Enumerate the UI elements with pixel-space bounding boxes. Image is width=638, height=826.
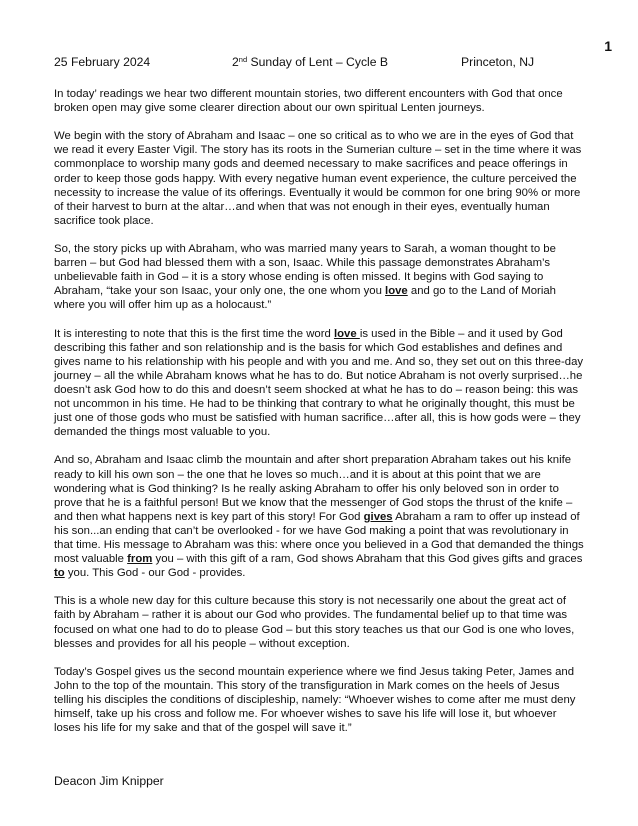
- homily-body: [54, 87, 586, 749]
- paragraph-4: [54, 327, 586, 440]
- paragraph-4-text-b: is used in the Bible – and it used by God describing this father and son relationship and is the basis for which God establishes and defines and gives name to his relationship with his people and with you and me. And so, they set out on this three-day journey – all the while Abraham knows what he has to do. But notice Abraham is not overly surprised…he doesn’t ask God how to do this and doesn’t seem shocked at what he has to do – reason being: this was not uncommon in his time. He had to be thinking that contrary to what he originally thought, this must be just one of those gods who must be satisfied with human sacrifice…after all, this is how gods were – they demanded the things most valuable to you.: [54, 327, 584, 439]
- emphasis-from: from: [127, 553, 153, 566]
- header-location: Princeton, NJ: [461, 55, 535, 69]
- header-title-rest: Sunday of Lent – Cycle B: [247, 55, 389, 69]
- paragraph-2: We begin with the story of Abraham and Isaac – one so critical as to who we are in the eyes of God that we read it every Easter Vigil. The story has its roots in the Sumerian culture – set in the time where it was commonplace to worship many gods and deemed necessary to make sacrifices and peace offerings in order to keep those gods happy. With every negative human event experience, the culture perceived the necessity to increase the value of its offerings. Eventually it would be common for one bring 90% or more of their harvest to burn at the altar…and when that was not enough in their eyes, eventually human sacrifice took place.: [54, 130, 582, 227]
- paragraph-1: In today’ readings we hear two different mountain stories, two different encounters with God that once broken open may give some clearer direction about our own spiritual Lenten journeys.: [54, 88, 563, 115]
- paragraph-5-text-d: you. This God - our God - provides.: [64, 567, 246, 580]
- paragraph-5-text-c: you – with this gift of a ram, God shows Abraham that this God gives gifts and graces: [152, 553, 583, 566]
- emphasis-love: love: [385, 285, 408, 298]
- paragraph-6: This is a whole new day for this culture because this story is not necessarily one about the great act of faith by Abraham – rather it is about our God who provides. The fundamental belief up to that time was focused on what one had to do to please God – but this story teaches us that our God is one who loves, blesses and provides for all his people – without exception.: [54, 595, 575, 650]
- emphasis-to: to: [54, 567, 65, 580]
- header-title-superscript: nd: [238, 55, 248, 64]
- paragraph-5-text-a: And so, Abraham and Isaac climb the mountain and after short preparation Abraham takes out his knife ready to kill his own son – the one that he loves so much…and it is about at this point that we are wondering what is God thinking? Is he really asking Abraham to offer his only beloved son in order to prove that he is a faithful person! But we know that the messenger of God stops the thrust of the knife – and then what happens next is key part of this story! For God: [54, 454, 573, 523]
- signature: Deacon Jim Knipper: [54, 774, 164, 788]
- paragraph-7: Today’s Gospel gives us the second mountain experience where we find Jesus taking Peter, James and John to the top of the mountain. This story of the transfiguration in Mark comes on the heels of Jesus telling his disciples the conditions of discipleship, namely: “Whoever wishes to come after me must deny himself, take up his cross and follow me. For whoever wishes to save his life will lose it, but whoever loses his life for my sake and that of the gospel will save it.”: [54, 665, 576, 735]
- header-title-ordinal: 2: [232, 55, 239, 69]
- emphasis-gives: gives: [363, 510, 393, 523]
- emphasis-love: love: [333, 327, 360, 340]
- page-number: 1: [604, 38, 612, 54]
- paragraph-3-text-b: and go to the Land of Moriah where you will offer him up as a holocaust.”: [54, 285, 556, 312]
- header-title: [232, 55, 388, 70]
- paragraph-3: [54, 242, 586, 312]
- paragraph-5: [54, 453, 586, 580]
- header-date: 25 February 2024: [54, 55, 151, 69]
- paragraph-3-text-a: So, the story picks up with Abraham, who was married many years to Sarah, a woman thought to be barren – but God had blessed them with a son, Isaac. While this passage demonstrates Abraham’s unbelievable faith in God – it is a story whose ending is often missed. It begins with God saying to Abraham, “take your son Isaac, your only one, the one whom you: [54, 243, 556, 298]
- paragraph-4-text-a: It is interesting to note that this is the first time the word: [54, 327, 334, 340]
- paragraph-5-text-b: Abraham a ram to offer up instead of his son...an ending that can’t be overlooked - for we have God making a point that was revolutionary in that time. His message to Abraham was this: where once you believed in a God that demanded the things most valuable: [54, 510, 584, 566]
